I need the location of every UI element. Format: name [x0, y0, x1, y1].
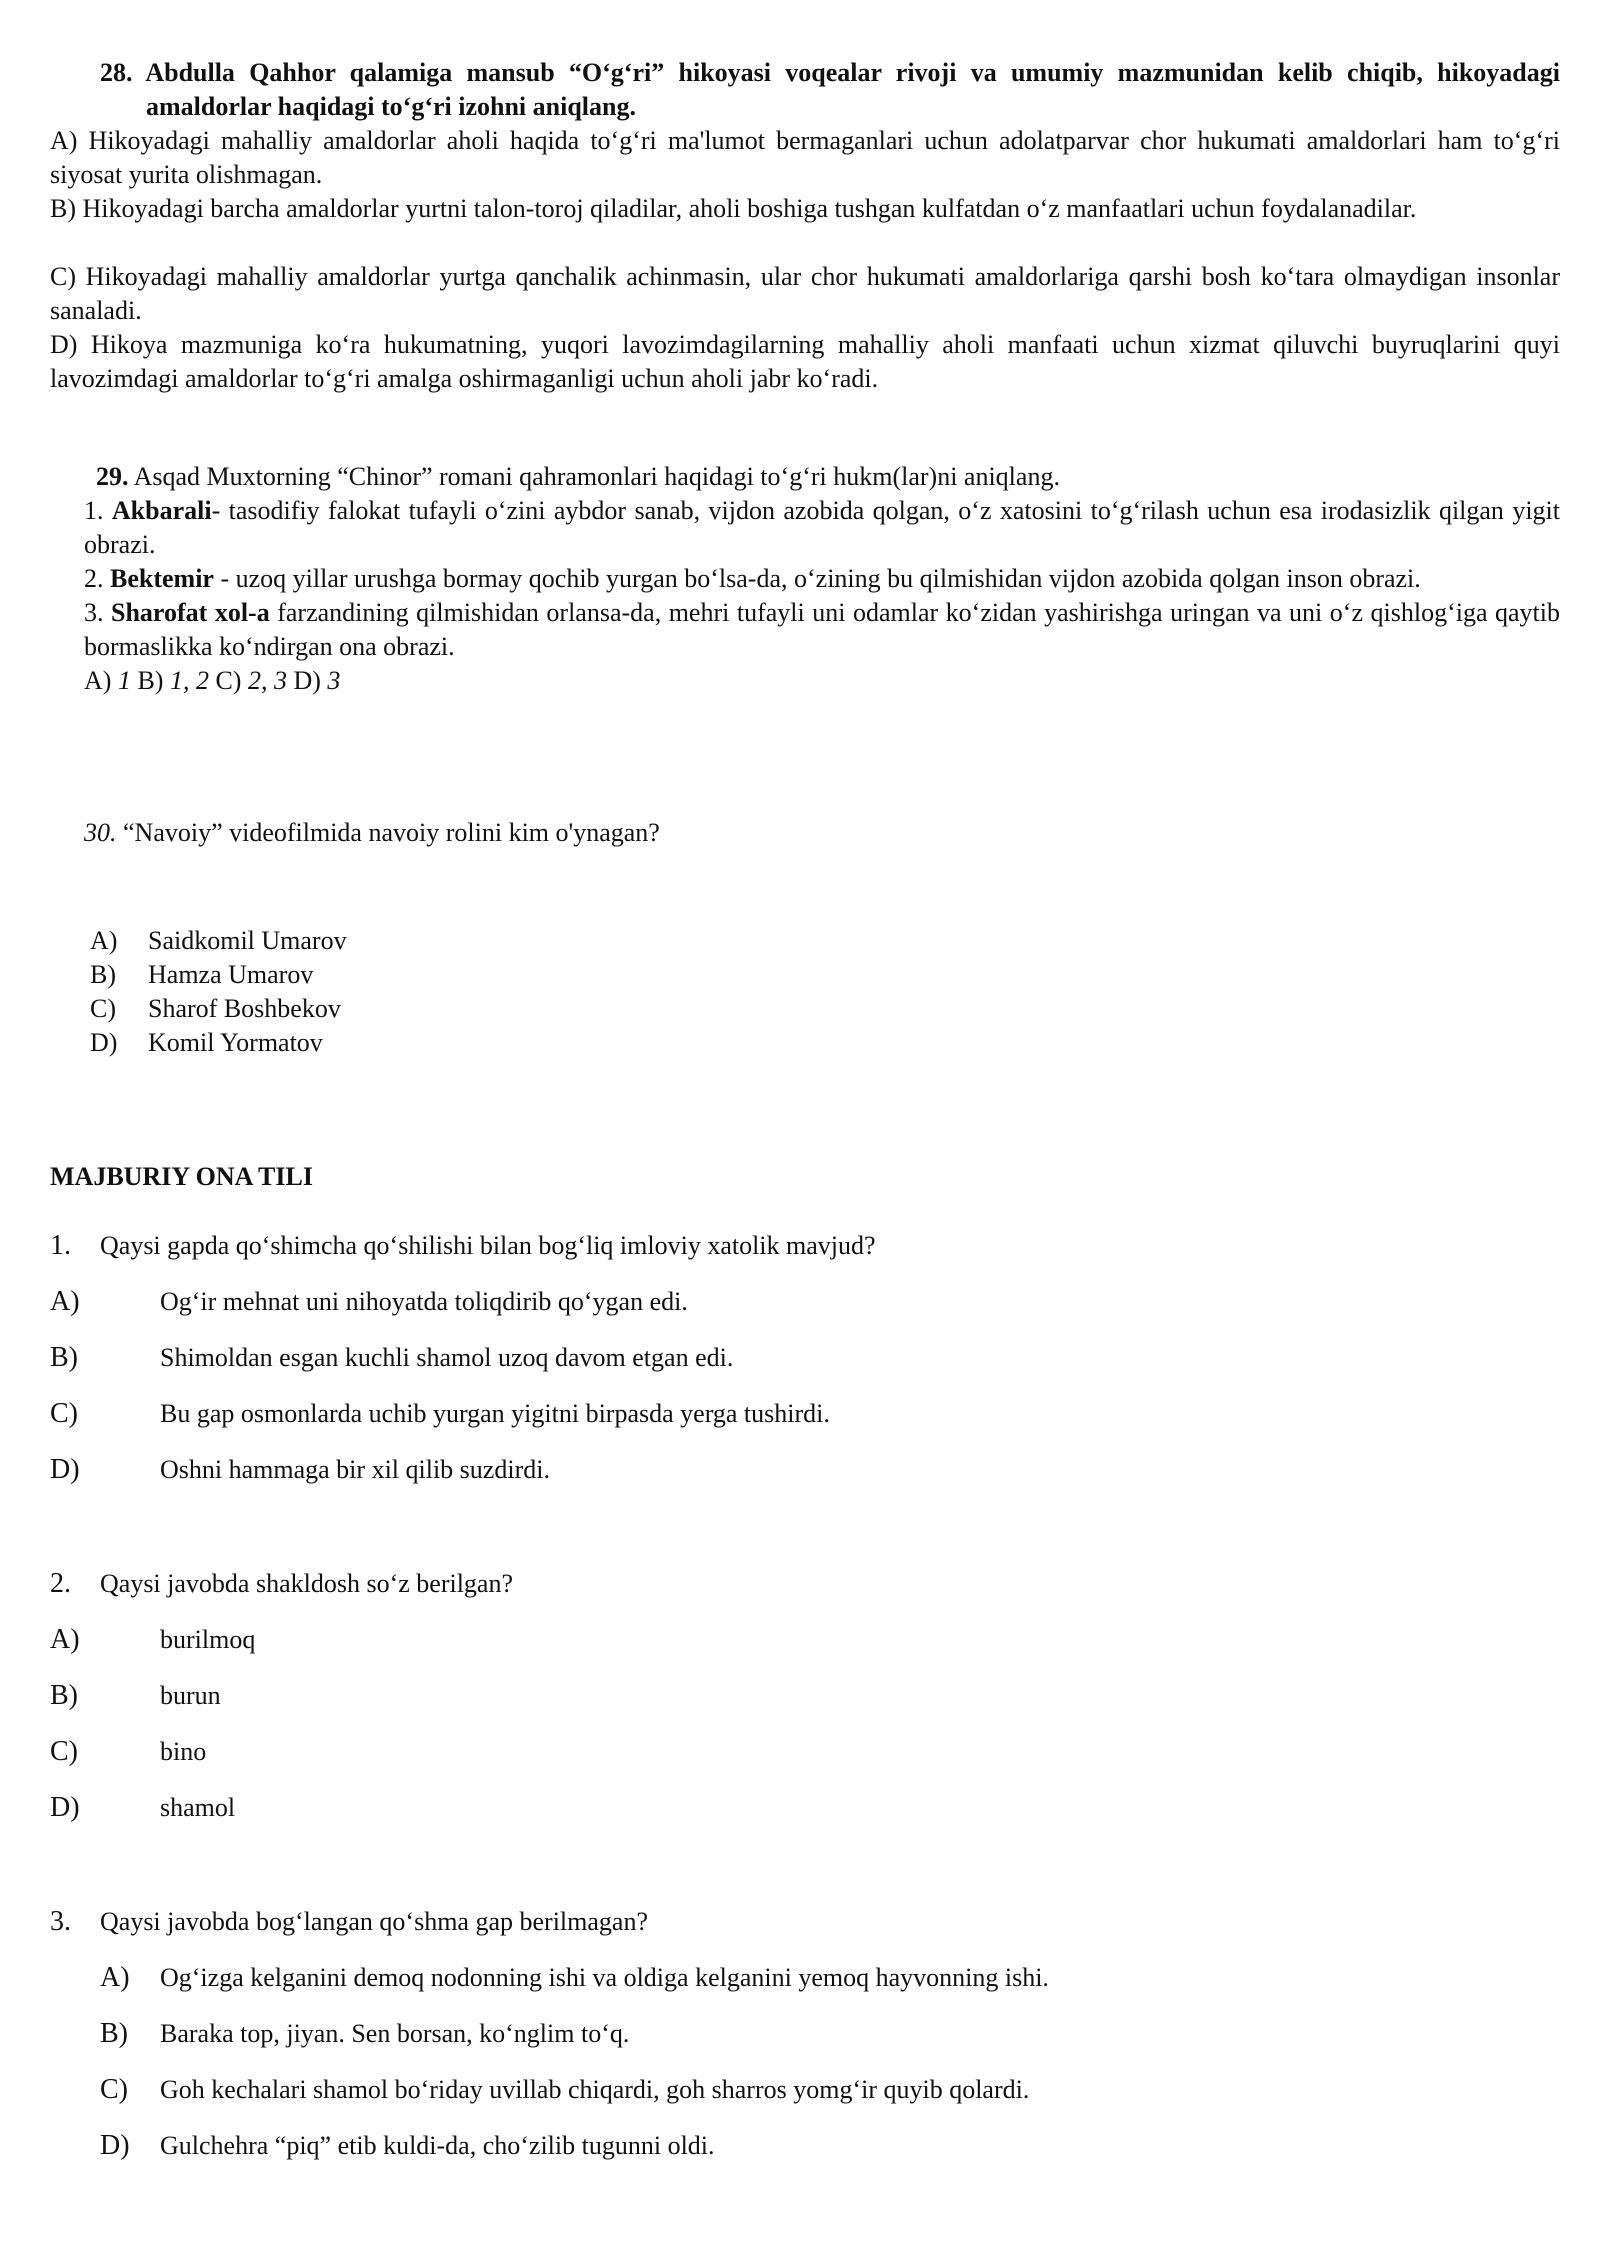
- answer-b-label: B): [130, 666, 170, 695]
- question-30: [84, 818, 660, 848]
- ona-tili-question-3-option-d: D) Gulchehra “piq” etib kuldi-da, cho‘zilib tugunni oldi.: [100, 2130, 715, 2161]
- question-29-text: Asqad Muxtorning “Chinor” romani qahramonlari haqidagi to‘g‘ri hukm(lar)ni aniqlang.: [128, 462, 1060, 491]
- ona-tili-question-2-option-b: B) burun: [50, 1680, 221, 1711]
- answer-a-label: A): [84, 666, 118, 695]
- question-28-option-a: A) Hikoyadagi mahalliy amaldorlar aholi haqida to‘g‘ri ma'lumot bermaganlari uchun adolatparvar chor hukumati amaldorlari ham to‘g‘ri siyosat yurita olishmagan.: [50, 126, 1560, 189]
- question-30-number: 30.: [84, 818, 117, 847]
- section-heading: MAJBURIY ONA TILI: [50, 1162, 313, 1191]
- ona-tili-question-1-option-d: D) Oshni hammaga bir xil qilib suzdirdi.: [50, 1454, 550, 1485]
- ona-tili-question-3: [50, 1906, 1550, 2161]
- question-29-number: 29.: [96, 462, 129, 491]
- statement-2-name: Bektemir: [110, 564, 214, 593]
- statement-3-number: 3.: [84, 598, 112, 627]
- ona-tili-question-2-option-d: D) shamol: [50, 1792, 236, 1823]
- statement-1-number: 1.: [84, 496, 112, 525]
- question-29-answers: [84, 664, 1560, 698]
- answer-c-label: C): [208, 666, 248, 695]
- statement-2-text: - uzoq yillar urushga bormay qochib yurgan bo‘lsa-da, o‘zining bu qilmishidan vijdon azobida qolgan inson obrazi.: [213, 564, 1421, 593]
- question-30-option-b: B) Hamza Umarov: [90, 960, 314, 989]
- ona-tili-question-2: [50, 1568, 1550, 1823]
- ona-tili-question-1: [50, 1230, 1550, 1485]
- answer-a-value: 1: [117, 666, 131, 695]
- ona-tili-question-3-option-b: B) Baraka top, jiyan. Sen borsan, ko‘nglim to‘q.: [100, 2018, 630, 2049]
- ona-tili-question-2-option-a: A) burilmoq: [50, 1624, 256, 1655]
- ona-tili-question-3-option-c: C) Goh kechalari shamol bo‘riday uvillab chiqardi, goh sharros yomg‘ir quyib qolardi.: [100, 2074, 1030, 2105]
- question-30-options: [90, 924, 347, 1060]
- question-30-stem: [84, 818, 660, 848]
- ona-tili-question-3-option-a: A) Og‘izga kelganini demoq nodonning ishi va oldiga kelganini yemoq hayvonning ishi.: [100, 1962, 1049, 1993]
- question-30-text: “Navoiy” videofilmida navoiy rolini kim o'ynagan?: [116, 818, 660, 847]
- statement-1-text: - tasodifiy falokat tufayli o‘zini aybdor sanab, vijdon azobida qolgan, o‘z xatosini to‘g‘rilash uchun esa irodasizlik qilgan yigit obrazi.: [84, 496, 1560, 559]
- question-28-option-c: C) Hikoyadagi mahalliy amaldorlar yurtga qanchalik achinmasin, ular chor hukumati amaldorlariga qarshi bosh ko‘tara olmaydigan insonlar sanaladi.: [50, 262, 1560, 325]
- question-30-option-d: D) Komil Yormatov: [90, 1028, 323, 1057]
- answer-d-value: 3: [327, 666, 341, 695]
- statement-3-text: farzandining qilmishidan orlansa-da, mehri tufayli uni odamlar ko‘zidan yashirishga uringan va uni o‘z qishlog‘iga qaytib bormaslikka ko‘ndirgan ona obrazi.: [84, 598, 1560, 661]
- answer-d-label: D): [286, 666, 328, 695]
- statement-1-name: Akbarali: [111, 496, 212, 525]
- question-30-option-c: C) Sharof Boshbekov: [90, 994, 341, 1023]
- ona-tili-question-1-stem: 1. Qaysi gapda qo‘shimcha qo‘shilishi bilan bog‘liq imloviy xatolik mavjud?: [50, 1230, 876, 1261]
- question-29-statement-1: [84, 494, 1560, 562]
- question-29-stem: [96, 460, 1560, 494]
- question-29-statement-2: [84, 562, 1560, 596]
- question-30-option-a: A) Saidkomil Umarov: [90, 926, 347, 955]
- question-28-option-b: B) Hikoyadagi barcha amaldorlar yurtni talon-toroj qiladilar, aholi boshiga tushgan kulfatdan o‘z manfaatlari uchun foydalanadilar.: [50, 194, 1417, 223]
- answer-c-value: 2, 3: [247, 666, 287, 695]
- ona-tili-question-1-option-b: B) Shimoldan esgan kuchli shamol uzoq davom etgan edi.: [50, 1342, 734, 1373]
- question-29: [50, 460, 1560, 698]
- question-28-option-d: D) Hikoya mazmuniga ko‘ra hukumatning, yuqori lavozimdagilarning mahalliy aholi manfaati uchun xizmat qiluvchi buyruqlarini quyi lavozimdagi amaldorlar to‘g‘ri amalga oshirmaganligi uchun aholi jabr ko‘radi.: [50, 330, 1560, 393]
- question-29-statement-3: [84, 596, 1560, 664]
- statement-3-name: Sharofat xol-a: [111, 598, 270, 627]
- ona-tili-question-1-option-c: C) Bu gap osmonlarda uchib yurgan yigitni birpasda yerga tushirdi.: [50, 1398, 830, 1429]
- ona-tili-question-1-option-a: A) Og‘ir mehnat uni nihoyatda toliqdirib qo‘ygan edi.: [50, 1286, 688, 1317]
- answer-b-value: 1, 2: [169, 666, 209, 695]
- question-28-stem: 28. Abdulla Qahhor qalamiga mansub “O‘g‘ri” hikoyasi voqealar rivoji va umumiy mazmunidan kelib chiqib, hikoyadagi amaldorlar haqidagi to‘g‘ri izohni aniqlang.: [100, 58, 1560, 121]
- ona-tili-question-2-option-c: C) bino: [50, 1736, 207, 1767]
- question-28: [50, 56, 1560, 396]
- statement-2-number: 2.: [84, 564, 110, 593]
- ona-tili-question-2-stem: 2. Qaysi javobda shakldosh so‘z berilgan?: [50, 1568, 514, 1599]
- ona-tili-question-3-stem: 3. Qaysi javobda bog‘langan qo‘shma gap berilmagan?: [50, 1906, 648, 1937]
